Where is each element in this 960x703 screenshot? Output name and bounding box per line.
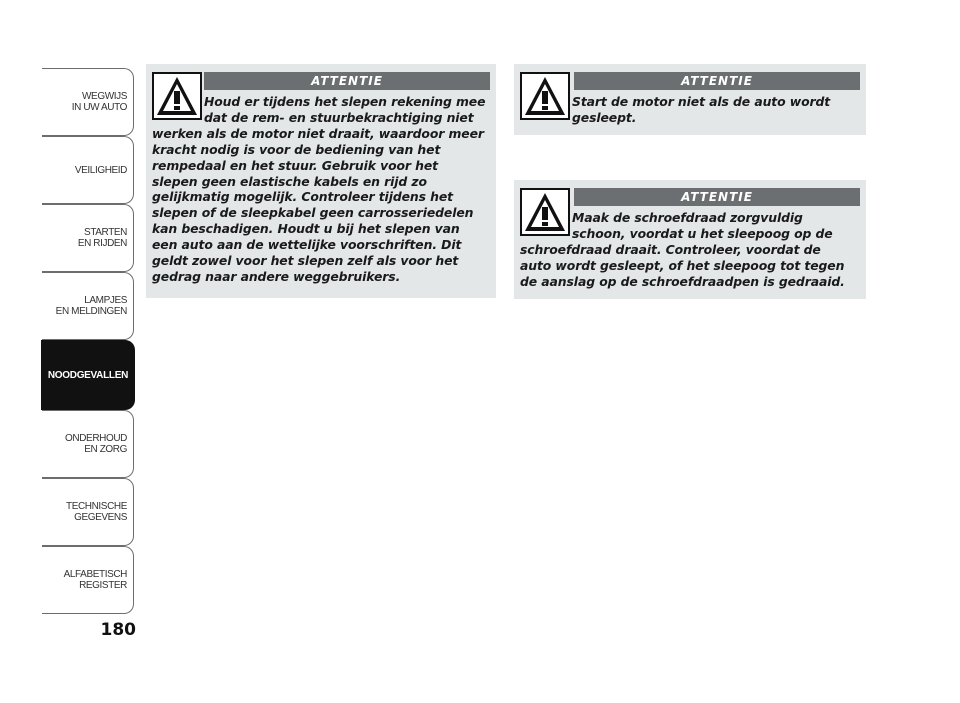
- warning-text: [520, 210, 845, 290]
- warning-text-line: Maak de schroefdraad zorgvuldig: [572, 210, 803, 225]
- tab-label-line2: EN MELDINGEN: [55, 306, 127, 317]
- warning-text-line: kracht nodig is voor de bediening van het: [152, 141, 441, 157]
- warning-text: [152, 94, 485, 285]
- warning-text-line: gelijkmatig mogelijk. Controleer tijdens het: [152, 189, 453, 205]
- warning-box-towing-brakes: [146, 64, 496, 298]
- warning-text-line: kan beschadigen. Houdt u bij het slepen van: [152, 221, 460, 237]
- tab-label-line1: NOODGEVALLEN: [47, 369, 128, 381]
- warning-header: ATTENTIE: [204, 72, 490, 90]
- warning-box-engine-off: [514, 64, 866, 135]
- warning-header: ATTENTIE: [574, 72, 860, 90]
- warning-text-line: werken als de motor niet draait, waardoor meer: [152, 125, 484, 141]
- warning-text-line: dat de rem- en stuurbekrachtiging niet: [204, 109, 474, 125]
- warning-text-line: geldt zowel voor het slepen zelf als voor het: [152, 253, 459, 269]
- warning-text-line: de aanslag op de schroefdraadpen is gedraaid.: [520, 273, 845, 289]
- warning-text-line: auto wordt gesleept, of het sleepoog tot tegen: [520, 257, 845, 273]
- tab-label-line1: VEILIGHEID: [74, 164, 127, 176]
- tab-starten[interactable]: [42, 204, 134, 272]
- warning-text-line: gedrag naar andere weggebruikers.: [152, 268, 401, 284]
- warning-text-line: gesleept.: [572, 109, 637, 125]
- warning-text-line: Start de motor niet als de auto wordt: [572, 94, 831, 109]
- warning-text-line: een auto aan de wettelijke voorschriften. Dit: [152, 237, 462, 253]
- tab-label-line1: WEGWIJS: [82, 91, 127, 102]
- tab-wegwijs[interactable]: [42, 68, 134, 136]
- tab-label-line2: IN UW AUTO: [71, 102, 127, 113]
- page-number: 180: [100, 620, 136, 640]
- tab-alfabetisch-register[interactable]: [42, 546, 134, 614]
- tab-label-line1: LAMPJES: [84, 295, 127, 306]
- tab-technische-gegevens[interactable]: [42, 478, 134, 546]
- warning-header: ATTENTIE: [574, 188, 860, 206]
- warning-text-line: slepen of de sleepkabel geen carrosseriedelen: [152, 205, 474, 221]
- tab-label-line1: ALFABETISCH: [63, 569, 127, 580]
- tab-label-line2: EN RIJDEN: [77, 238, 127, 249]
- warning-text-line: Houd er tijdens het slepen rekening mee: [204, 94, 486, 109]
- tab-label-line2: GEGEVENS: [74, 512, 127, 523]
- warning-text-line: rempedaal en het stuur. Gebruik voor het: [152, 157, 439, 173]
- tab-lampjes[interactable]: [42, 272, 134, 340]
- tab-label-line2: REGISTER: [79, 580, 127, 591]
- warning-text-line: slepen geen elastische kabels en rijd zo: [152, 173, 427, 189]
- tab-noodgevallen[interactable]: [41, 340, 135, 410]
- tab-onderhoud[interactable]: [42, 410, 134, 478]
- tab-label-line1: TECHNISCHE: [65, 501, 127, 512]
- tab-label-line1: STARTEN: [84, 227, 127, 238]
- tab-label-line2: EN ZORG: [84, 444, 127, 455]
- warning-text-line: schoon, voordat u het sleepoog op de: [572, 225, 833, 241]
- warning-text: [520, 94, 830, 126]
- tab-label-line1: ONDERHOUD: [65, 433, 127, 444]
- warning-text-line: schroefdraad draait. Controleer, voordat de: [520, 241, 821, 257]
- warning-box-tow-eye: [514, 180, 866, 299]
- tab-veiligheid[interactable]: [42, 136, 134, 204]
